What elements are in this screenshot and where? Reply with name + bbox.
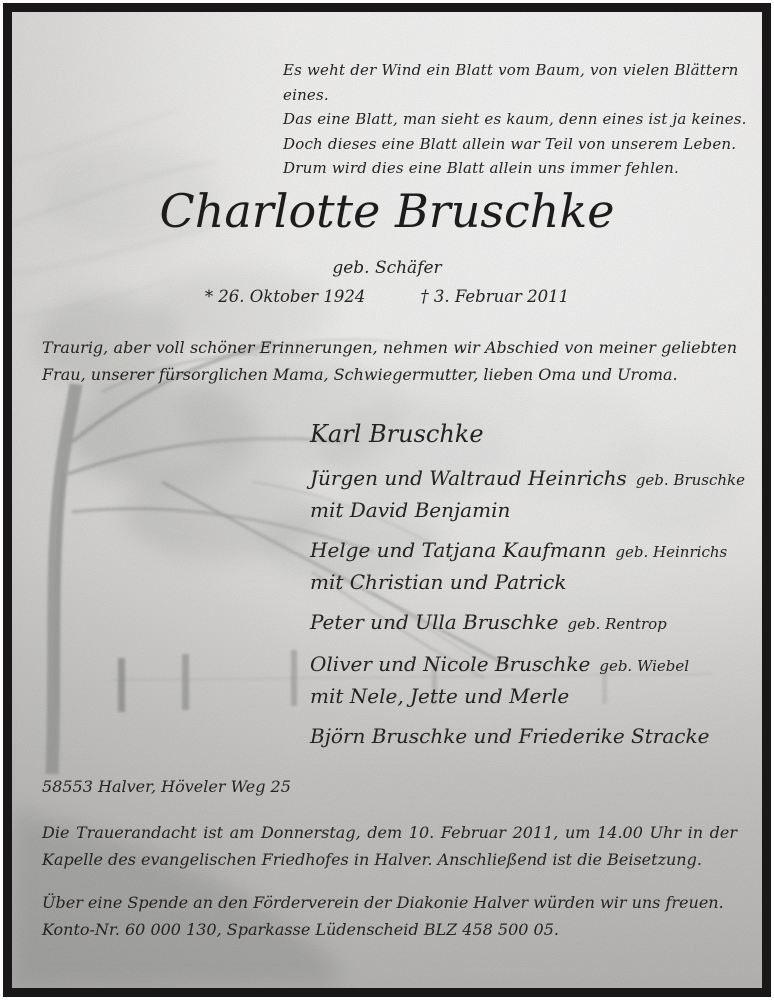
home-address: 58553 Halver, Höveler Weg 25 <box>42 777 291 796</box>
mourner-names: Helge und Tatjana Kaufmann <box>310 538 607 562</box>
mourner-children: mit Nele, Jette und Merle <box>310 684 570 708</box>
intro-line: Frau, unserer fürsorglichen Mama, Schwiegermutter, lieben Oma und Uroma. <box>42 364 678 384</box>
death-date: † 3. Februar 2011 <box>420 287 570 306</box>
mourner-names: Björn Bruschke und Friederike Stracke <box>310 724 710 748</box>
poem-line: Das eine Blatt, man sieht es kaum, denn eines ist ja keines. <box>283 110 747 128</box>
mourner-names: Peter und Ulla Bruschke <box>310 610 559 634</box>
mourner-children: mit David Benjamin <box>310 498 511 522</box>
mourner-group <box>310 463 750 525</box>
notice-content <box>12 12 762 988</box>
poem <box>283 58 762 181</box>
mourner-group <box>310 535 750 597</box>
service-line: Kapelle des evangelischen Friedhofes in Halver. Anschließend ist die Beisetzung. <box>42 850 702 869</box>
intro-line: Traurig, aber voll schöner Erinnerungen, nehmen wir Abschied von meiner geliebten <box>42 338 737 357</box>
mourner-names: Oliver und Nicole Bruschke <box>310 652 591 676</box>
maiden-name: geb. Schäfer <box>332 258 442 278</box>
birth-date: * 26. Oktober 1924 <box>204 287 366 306</box>
mourner-maiden: geb. Heinrichs <box>615 543 728 561</box>
poem-line: Es weht der Wind ein Blatt vom Baum, von vielen Blättern eines. <box>283 61 739 104</box>
donation-info <box>42 889 737 943</box>
life-dates <box>12 284 762 310</box>
intro-paragraph <box>42 335 737 388</box>
mourner-group <box>310 417 750 451</box>
mourner-maiden: geb. Wiebel <box>599 657 690 675</box>
deceased-name: Charlotte Bruschke <box>159 184 615 238</box>
mourner-maiden: geb. Rentrop <box>567 615 667 633</box>
mourner-names: Karl Bruschke <box>310 420 484 448</box>
donation-line: Über eine Spende an den Förderverein der Diakonie Halver würden wir uns freuen. <box>42 893 724 912</box>
donation-line: Konto-Nr. 60 000 130, Sparkasse Lüdenscheid BLZ 458 500 05. <box>42 920 559 939</box>
poem-line: Doch dieses eine Blatt allein war Teil von unserem Leben. <box>283 134 737 153</box>
poem-line: Drum wird dies eine Blatt allein uns immer fehlen. <box>283 159 680 177</box>
mourner-maiden: geb. Bruschke <box>635 471 746 489</box>
service-info <box>42 819 737 873</box>
mourners-list <box>310 417 750 761</box>
mourner-names: Jürgen und Waltraud Heinrichs <box>310 466 627 490</box>
mourner-children: mit Christian und Patrick <box>310 570 567 594</box>
mourner-group <box>310 721 750 751</box>
mourner-group <box>310 607 750 639</box>
mourner-group <box>310 649 750 711</box>
service-line: Die Trauerandacht ist am Donnerstag, dem 10. Februar 2011, um 14.00 Uhr in der <box>42 823 737 842</box>
